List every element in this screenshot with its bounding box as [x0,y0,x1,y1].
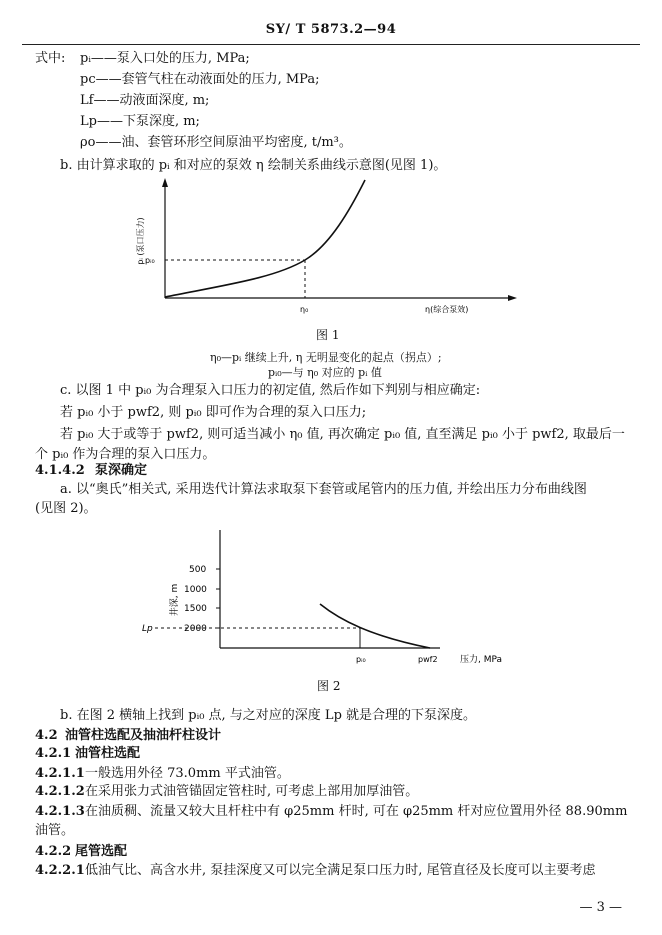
step-c-line4: 个 pᵢ₀ 作为合理的泵入口压力。 [35,447,216,462]
section-4142-a2: (见图 2)。 [35,501,97,516]
figure-1 [125,175,525,320]
fig1-curve [165,180,365,297]
section-422-title: 尾管选配 [75,844,128,859]
section-4142-a1: a. 以“奥氏”相关式, 采用迭代计算法求取泵下套管或尾管内的压力值, 并绘出压力分布曲线图 [60,482,587,497]
p4211-num: 4.2.1.1 [35,766,85,781]
section-4142-title: 泵深确定 [95,463,148,478]
fig2-x-tick: pᵢ₀ [356,655,366,664]
page-header: SY/ T 5873.2—94 [265,22,397,37]
fig2-y-tick: 1000 [184,585,207,595]
fig1-y-tick: pᵢ₀ [145,256,155,265]
step-c-line3: 若 pᵢ₀ 大于或等于 pwf2, 则可适当减小 η₀ 值, 再次确定 pᵢ₀ 值, 直至满足 pᵢ₀ 小于 pwf2, 取最后一 [60,427,625,442]
fig1-note-1: η₀—pᵢ 继续上升, η 无明显变化的起点（拐点）; [210,351,442,364]
step-b: b. 由计算求取的 pᵢ 和对应的泵效 η 绘制关系曲线示意图(见图 1)。 [60,158,447,173]
section-421-num: 4.2.1 [35,746,72,761]
fig2-lp-label: Lp [142,624,153,634]
p4221-num: 4.2.2.1 [35,863,85,878]
section-421-title: 油管柱选配 [75,746,141,761]
fig1-note-2: pᵢ₀—与 η₀ 对应的 pᵢ 值 [268,366,382,379]
section-42-title: 油管柱选配及抽油杆柱设计 [65,728,222,743]
section-42-num: 4.2 [35,728,58,743]
fig2-x-tick: pwf2 [418,655,438,664]
p4212-text: 在采用张力式油管锚固定管柱时, 可考虑上部用加厚油管。 [85,784,419,799]
definition-item: Lp——下泵深度, m; [80,114,200,129]
definition-item: pᵢ——泵入口处的压力, MPa; [80,51,250,66]
section-4142-num: 4.1.4.2 [35,463,85,478]
figure-2 [140,522,520,672]
fig2-ylabel: 井深, m [170,583,180,617]
fig2-caption: 图 2 [317,679,341,693]
step-c-line2: 若 pᵢ₀ 小于 pwf2, 则 pᵢ₀ 即可作为合理的泵入口压力; [60,405,367,420]
fig2-y-tick: 1500 [184,604,207,614]
fig2-curve [320,604,430,648]
fig1-x-arrow [508,295,517,301]
p4213-text: 在油质稠、流量又较大且杆柱中有 φ25mm 杆时, 可在 φ25mm 杆对应位置用外径 88.90mm [85,804,628,819]
definitions-lead: 式中: [35,51,66,66]
step-b2: b. 在图 2 横轴上找到 pᵢ₀ 点, 与之对应的深度 Lp 就是合理的下泵深度。 [60,708,477,723]
fig1-caption: 图 1 [316,328,340,342]
p4213-num: 4.2.1.3 [35,804,85,819]
p4221-text: 低油气比、高含水井, 泵挂深度又可以完全满足泵口压力时, 尾管直径及长度可以主要考虑 [85,863,596,878]
p4212-num: 4.2.1.2 [35,784,85,799]
definition-item: ρo——油、套管环形空间原油平均密度, t/m³。 [80,135,352,150]
p4211-text: 一般选用外径 73.0mm 平式油管。 [85,766,290,781]
step-c-line1: c. 以图 1 中 pᵢ₀ 为合理泵入口压力的初定值, 然后作如下判别与相应确定: [60,383,481,398]
definition-item: pc——套管气柱在动液面处的压力, MPa; [80,72,320,87]
definition-item: Lf——动液面深度, m; [80,93,210,108]
fig2-xlabel: 压力, MPa [460,655,503,665]
p4213-cont: 油管。 [35,823,75,838]
fig2-y-tick: 2000 [184,624,207,634]
section-422-num: 4.2.2 [35,844,72,859]
fig2-y-tick: 500 [189,565,207,575]
fig1-ylabel: pᵢ (泵口压力) [136,217,145,265]
fig1-xlabel: η(综合泵效) [425,305,469,314]
fig1-x-tick: η₀ [300,305,309,314]
page-number: — 3 — [579,900,622,915]
fig1-y-arrow [162,178,168,187]
header-rule [22,44,640,45]
